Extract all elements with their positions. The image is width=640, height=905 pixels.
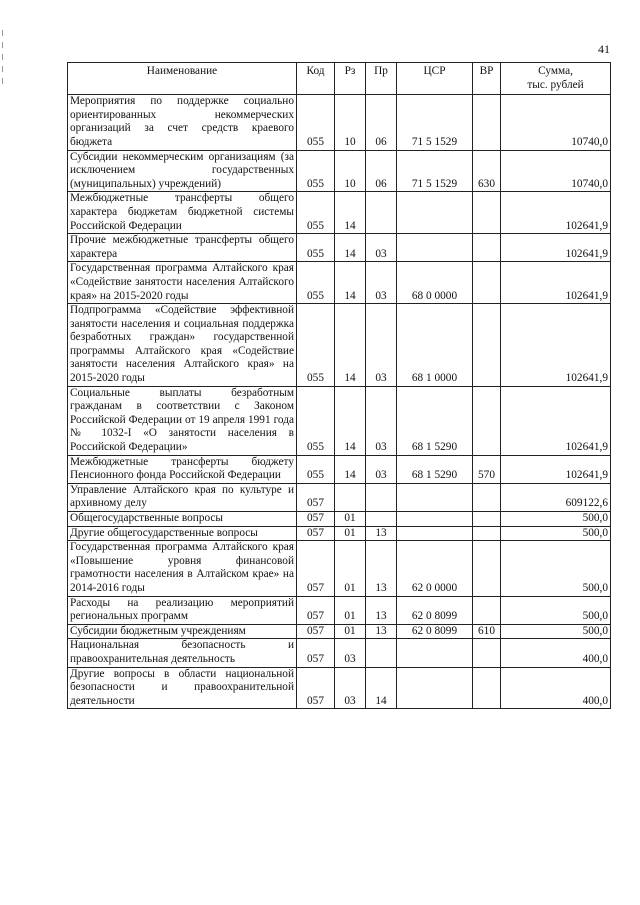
cell-sum: 102641,9 bbox=[501, 262, 611, 304]
cell-name: Расходы на реализацию мероприятий региональных программ bbox=[68, 596, 297, 624]
cell-name: Управление Алтайского края по культуре и архивному делу bbox=[68, 483, 297, 511]
table-row bbox=[68, 192, 611, 234]
cell-pr: 13 bbox=[366, 624, 397, 639]
header-vr: ВР bbox=[473, 63, 501, 95]
cell-pr: 03 bbox=[366, 455, 397, 483]
cell-code: 057 bbox=[297, 624, 335, 639]
cell-csr: 68 1 5290 bbox=[397, 455, 473, 483]
cell-name: Общегосударственные вопросы bbox=[68, 512, 297, 527]
cell-vr bbox=[473, 192, 501, 234]
cell-sum: 500,0 bbox=[501, 512, 611, 527]
cell-pr: 06 bbox=[366, 150, 397, 192]
table-body bbox=[68, 95, 611, 709]
cell-csr: 62 0 8099 bbox=[397, 624, 473, 639]
table-row bbox=[68, 596, 611, 624]
cell-csr bbox=[397, 639, 473, 667]
cell-code: 055 bbox=[297, 95, 335, 150]
cell-name: Мероприятия по поддержке социально ориентированных некоммерческих организаций за счет средств краевого бюджета bbox=[68, 95, 297, 150]
cell-code: 057 bbox=[297, 639, 335, 667]
cell-pr: 13 bbox=[366, 526, 397, 541]
table-header-row bbox=[68, 63, 611, 95]
table-row bbox=[68, 386, 611, 455]
cell-pr: 06 bbox=[366, 95, 397, 150]
cell-pr: 03 bbox=[366, 304, 397, 387]
header-csr: ЦСР bbox=[397, 63, 473, 95]
cell-sum: 500,0 bbox=[501, 541, 611, 596]
cell-csr bbox=[397, 192, 473, 234]
table-row bbox=[68, 234, 611, 262]
cell-name: Подпрограмма «Содействие эффективной занятости населения и социальная поддержка безработных граждан» государственной программы Алтайского края «Содействие занятости населения Алтайского края» на 2015-2020 годы bbox=[68, 304, 297, 387]
cell-name: Субсидии бюджетным учреждениям bbox=[68, 624, 297, 639]
cell-rz: 01 bbox=[335, 512, 366, 527]
cell-vr bbox=[473, 483, 501, 511]
cell-sum: 609122,6 bbox=[501, 483, 611, 511]
cell-code: 057 bbox=[297, 541, 335, 596]
cell-csr: 71 5 1529 bbox=[397, 95, 473, 150]
header-name: Наименование bbox=[68, 63, 297, 95]
cell-code: 055 bbox=[297, 304, 335, 387]
cell-csr: 62 0 0000 bbox=[397, 541, 473, 596]
cell-sum: 102641,9 bbox=[501, 234, 611, 262]
cell-csr: 68 1 0000 bbox=[397, 304, 473, 387]
table-row bbox=[68, 541, 611, 596]
cell-code: 055 bbox=[297, 386, 335, 455]
cell-csr bbox=[397, 483, 473, 511]
cell-vr bbox=[473, 526, 501, 541]
cell-vr: 630 bbox=[473, 150, 501, 192]
header-pr: Пр bbox=[366, 63, 397, 95]
cell-csr bbox=[397, 234, 473, 262]
table-row bbox=[68, 95, 611, 150]
cell-csr bbox=[397, 526, 473, 541]
cell-vr bbox=[473, 386, 501, 455]
cell-rz: 03 bbox=[335, 667, 366, 709]
cell-vr: 570 bbox=[473, 455, 501, 483]
cell-pr: 03 bbox=[366, 386, 397, 455]
cell-rz bbox=[335, 483, 366, 511]
cell-rz: 10 bbox=[335, 150, 366, 192]
cell-code: 057 bbox=[297, 512, 335, 527]
cell-code: 055 bbox=[297, 150, 335, 192]
cell-sum: 500,0 bbox=[501, 596, 611, 624]
cell-rz: 01 bbox=[335, 526, 366, 541]
budget-table bbox=[67, 62, 611, 709]
cell-code: 055 bbox=[297, 455, 335, 483]
cell-name: Социальные выплаты безработным гражданам в соответствии с Законом Российской Федерации от 19 апреля 1991 года № 1032-I «О занятости населения в Российской Федерации» bbox=[68, 386, 297, 455]
table-row bbox=[68, 526, 611, 541]
margin-marks bbox=[2, 30, 6, 90]
cell-name: Субсидии некоммерческим организациям (за исключением государственных (муниципальных) учреждений) bbox=[68, 150, 297, 192]
cell-vr bbox=[473, 95, 501, 150]
cell-vr: 610 bbox=[473, 624, 501, 639]
cell-code: 057 bbox=[297, 596, 335, 624]
table-row bbox=[68, 639, 611, 667]
cell-pr: 14 bbox=[366, 667, 397, 709]
cell-csr: 71 5 1529 bbox=[397, 150, 473, 192]
cell-rz: 14 bbox=[335, 304, 366, 387]
cell-name: Межбюджетные трансферты общего характера бюджетам бюджетной системы Российской Федерации bbox=[68, 192, 297, 234]
cell-rz: 01 bbox=[335, 624, 366, 639]
cell-vr bbox=[473, 304, 501, 387]
cell-rz: 01 bbox=[335, 596, 366, 624]
cell-pr bbox=[366, 483, 397, 511]
cell-code: 057 bbox=[297, 667, 335, 709]
cell-code: 057 bbox=[297, 526, 335, 541]
cell-vr bbox=[473, 262, 501, 304]
cell-vr bbox=[473, 234, 501, 262]
cell-name: Межбюджетные трансферты бюджету Пенсионного фонда Российской Федерации bbox=[68, 455, 297, 483]
header-sum: Сумма, тыс. рублей bbox=[501, 63, 611, 95]
cell-csr bbox=[397, 512, 473, 527]
header-rz: Рз bbox=[335, 63, 366, 95]
cell-sum: 102641,9 bbox=[501, 455, 611, 483]
cell-pr: 03 bbox=[366, 262, 397, 304]
cell-name: Государственная программа Алтайского края «Содействие занятости населения Алтайского края» на 2015-2020 годы bbox=[68, 262, 297, 304]
table-row bbox=[68, 624, 611, 639]
cell-rz: 10 bbox=[335, 95, 366, 150]
cell-name: Другие вопросы в области национальной безопасности и правоохранительной деятельности bbox=[68, 667, 297, 709]
cell-vr bbox=[473, 512, 501, 527]
cell-sum: 10740,0 bbox=[501, 150, 611, 192]
header-code: Код bbox=[297, 63, 335, 95]
cell-vr bbox=[473, 541, 501, 596]
cell-rz: 14 bbox=[335, 455, 366, 483]
cell-name: Прочие межбюджетные трансферты общего характера bbox=[68, 234, 297, 262]
cell-name: Национальная безопасность и правоохранительная деятельность bbox=[68, 639, 297, 667]
cell-csr: 62 0 8099 bbox=[397, 596, 473, 624]
cell-rz: 14 bbox=[335, 262, 366, 304]
cell-sum: 500,0 bbox=[501, 526, 611, 541]
table-row bbox=[68, 262, 611, 304]
cell-vr bbox=[473, 667, 501, 709]
page-number: 41 bbox=[598, 42, 610, 56]
table-row bbox=[68, 512, 611, 527]
cell-vr bbox=[473, 596, 501, 624]
cell-vr bbox=[473, 639, 501, 667]
cell-pr bbox=[366, 512, 397, 527]
cell-pr: 13 bbox=[366, 596, 397, 624]
cell-rz: 14 bbox=[335, 234, 366, 262]
cell-code: 055 bbox=[297, 234, 335, 262]
cell-csr bbox=[397, 667, 473, 709]
cell-name: Другие общегосударственные вопросы bbox=[68, 526, 297, 541]
cell-rz: 03 bbox=[335, 639, 366, 667]
table-row bbox=[68, 483, 611, 511]
table-row bbox=[68, 304, 611, 387]
cell-sum: 102641,9 bbox=[501, 386, 611, 455]
cell-csr: 68 1 5290 bbox=[397, 386, 473, 455]
cell-csr: 68 0 0000 bbox=[397, 262, 473, 304]
cell-sum: 400,0 bbox=[501, 667, 611, 709]
cell-code: 057 bbox=[297, 483, 335, 511]
cell-rz: 14 bbox=[335, 192, 366, 234]
cell-pr: 13 bbox=[366, 541, 397, 596]
cell-code: 055 bbox=[297, 192, 335, 234]
cell-sum: 10740,0 bbox=[501, 95, 611, 150]
cell-rz: 01 bbox=[335, 541, 366, 596]
cell-name: Государственная программа Алтайского края «Повышение уровня финансовой грамотности населения в Алтайском крае» на 2014-2016 годы bbox=[68, 541, 297, 596]
table-row bbox=[68, 150, 611, 192]
cell-sum: 102641,9 bbox=[501, 192, 611, 234]
cell-code: 055 bbox=[297, 262, 335, 304]
cell-pr: 03 bbox=[366, 234, 397, 262]
cell-rz: 14 bbox=[335, 386, 366, 455]
cell-sum: 102641,9 bbox=[501, 304, 611, 387]
table-row bbox=[68, 455, 611, 483]
cell-sum: 400,0 bbox=[501, 639, 611, 667]
table-row bbox=[68, 667, 611, 709]
cell-pr bbox=[366, 192, 397, 234]
cell-sum: 500,0 bbox=[501, 624, 611, 639]
cell-pr bbox=[366, 639, 397, 667]
